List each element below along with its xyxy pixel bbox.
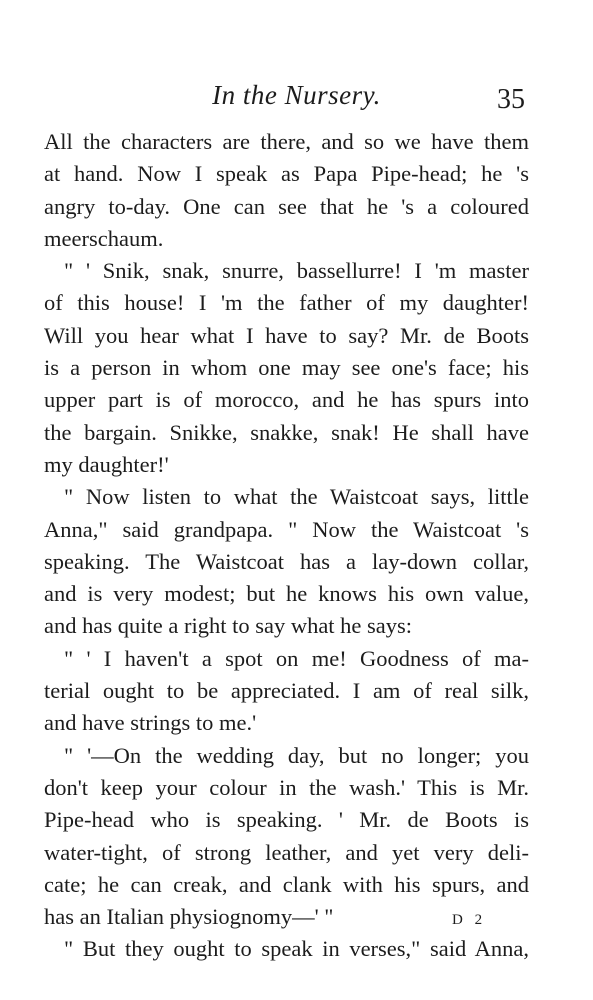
text-line: cate; he can creak, and clank with his spurs, and [44, 871, 529, 897]
text-line: " ' Snik, snak, snurre, bassellurre! I 'm master [64, 258, 529, 284]
text-line: " But they ought to speak in verses," said Anna, [64, 936, 529, 962]
text-line: water-tight, of strong leather, and yet very deli- [44, 839, 529, 865]
text-line: don't keep your colour in the wash.' This is Mr. [44, 774, 529, 800]
text-line: upper part is of morocco, and he has spurs into [44, 387, 529, 413]
text-line: my daughter!' [44, 451, 169, 477]
text-line: " ' I haven't a spot on me! Goodness of ma- [64, 645, 529, 671]
running-head [0, 80, 593, 120]
text-line: Pipe-head who is speaking. ' Mr. de Boots is [44, 807, 529, 833]
text-line: is a person in whom one may see one's face; his [44, 355, 529, 381]
page-number: 35 [497, 84, 525, 115]
text-line: and has quite a right to say what he says: [44, 613, 413, 639]
signature-mark: D 2 [452, 912, 487, 928]
text-line: All the characters are there, and so we have them [44, 129, 529, 154]
body-text [44, 126, 529, 966]
text-line: the bargain. Snikke, snakke, snak! He shall have [44, 419, 529, 445]
text-line: and is very modest; but he knows his own value, [44, 581, 529, 607]
text-line: angry to-day. One can see that he 's a coloured [44, 193, 529, 219]
text-line: meerschaum. [44, 225, 164, 251]
text-line: at hand. Now I speak as Papa Pipe-head; he 's [44, 161, 529, 187]
text-line: terial ought to be appreciated. I am of real silk, [44, 678, 529, 704]
text-line: has an Italian physiognomy—' " [44, 904, 334, 930]
text-line: and have strings to me.' [44, 710, 257, 736]
text-line: " '—On the wedding day, but no longer; you [64, 742, 529, 768]
running-title: In the Nursery. [212, 80, 381, 110]
text-line: speaking. The Waistcoat has a lay-down collar, [44, 548, 529, 574]
text-line: Will you hear what I have to say? Mr. de Boots [44, 322, 529, 348]
text-line: of this house! I 'm the father of my daughter! [44, 290, 529, 316]
text-line: Anna," said grandpapa. " Now the Waistcoat 's [44, 516, 529, 542]
text-line: " Now listen to what the Waistcoat says, little [64, 484, 529, 510]
